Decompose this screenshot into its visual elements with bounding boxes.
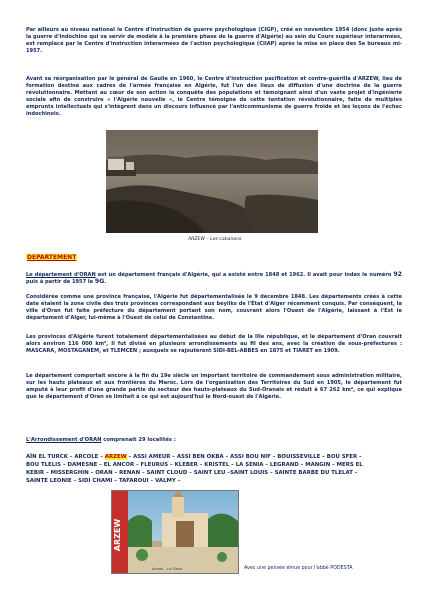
intro-paragraph-1: Par ailleurs au niveau national le Centre d'instruction de guerre psychologique (CIGP), créé en novembre 1954 (donc juste après la guerre d'Indochine qui va servir de modèle à la première phase de la guerre d'Algérie) au sein du Cours supérieur interarmées, est remplacé par le Centre d'instruction interarmées de l'action psychologique (CIIAP) après la mise en place des 5e bureaux mi-1957. xyxy=(26,27,402,54)
dept-p1-text-d: . xyxy=(104,278,107,285)
localities-list xyxy=(26,453,402,485)
postcard-side-text: ARZEW xyxy=(113,518,122,552)
arzew-postcard-photo xyxy=(111,490,239,574)
localities-line-1-a: AÏN EL TURCK – ARCOLE – xyxy=(26,454,105,460)
arrondissement-suffix: comprenait 29 localités : xyxy=(101,437,176,443)
intro-paragraph-2: Avant sa réorganisation par le général de Gaulle en 1960, le Centre d'instruction pacification et contre-guérilla d'ARZEW, lieu de formation destiné aux cadres de l'armée française en Algérie, fut l'un des lieux de diffusion d'une doctrine de la guerre révolutionnaire. Mettant au cœur de son action la conquête des populations et témoignant ainsi d'un vaste projet d'ingénierie sociale afin de construire « l'Algérie nouvelle », le Centre témoigne de cette tentation révolutionnaire, faite de multiples emprunts intellectuels qui s'intègrent dans un discours influencé par l'anticommunisme de guerre froide et les leçons de l'échec indochinois. xyxy=(26,76,402,117)
dept-paragraph-2: Considérée comme une province française, l'Algérie fut départementalisée le 9 décembre 1848. Les départements créés à cette date étaient la zone civile des trois provinces correspondant aux beyliks de l'État d'Alger récemment conquis. Par conséquent, la ville d'Oran fut faite préfecture du département portant son nom, couvrant alors l'Ouest de l'Algérie, laissant à l'Est le département d'Alger, lui-même à l'Ouest de celui de Constantine. xyxy=(26,294,402,321)
localities-line-1 xyxy=(26,453,402,461)
locality-arzew-highlight: ARZEW xyxy=(104,454,127,460)
dept-paragraph-3: Les provinces d'Algérie furent totalement départementalisées au début de la IIIe république, et le département d'Oran couvrait alors environ 116 000 km², Il fut divisé en plusieurs arrondissements au fil des ans, avec la création de sous-préfectures : MASCARA, MOSTAGANEM, et TLEMCEN ; auxquels se rajoutèrent SIDI-BEL-ABBES en 1875 et TIARET en 1909. xyxy=(26,334,402,354)
dept-p1-text-b: est un département français d'Algérie, qui a existé entre 1848 et 1962. Il avait pour index le numéro xyxy=(95,272,394,278)
arzew-cabanons-photo xyxy=(106,130,318,233)
photo-caption-podesta: Avec une pensée émue pour l'abbé PODESTA xyxy=(244,566,353,571)
localities-line-3: KEBIR – MISSERGHIN – ORAN – RENAN – SAINT CLOUD – SAINT LEU –SAINT LOUIS – SAINTE BARBE DU TLELAT – xyxy=(26,470,358,476)
section-title-departement: DEPARTEMENT xyxy=(27,254,77,261)
localities-line-2: BOU TLELIS – DAMESNE – EL ANCOR – FLEURUS – KLEBER – KRISTEL – LA SENIA – LEGRAND – MANGIN – MERS EL xyxy=(26,462,363,468)
seascape-image xyxy=(106,130,318,233)
dept-p1-text-c: puis à partir de 1957 le xyxy=(26,278,95,285)
arrondissement-heading xyxy=(26,437,176,443)
dept-paragraph-4: Le département comportait encore à la fin du 19e siècle un important territoire de commandement sous administration militaire, sur les hauts plateaux et aux frontières du Maroc. Lors de l'organisation des Territoires du Sud en 1905, le département fut amputé à leur profit d'une grande partie du secteur des hauts-plateaux du Sud-Oranais et réduit à 67 262 km², ce qui explique que le département d'Oran se limitait à ce qui est aujourd'hui le Nord-ouest de l'Algérie. xyxy=(26,373,402,400)
dept-paragraph-1 xyxy=(26,272,402,286)
dept-index-9g: 9G xyxy=(94,277,105,285)
postcard-footer-text: Arzew – La Place xyxy=(152,567,182,571)
localities-line-1-b: – ASSI AMEUR – ASSI BEN OKBA – ASSI BOU NIF – BOUISSEVILLE – BOU SFER – xyxy=(126,454,362,460)
postcard-image xyxy=(112,491,238,573)
localities-line-4: SAINTE LEONIE – SIDI CHAMI – TAFAROUI – VALMY – xyxy=(26,478,181,484)
arrondissement-label: L'Arrondissement d'ORAN xyxy=(26,437,102,443)
dept-index-92: 92 xyxy=(393,271,402,278)
dept-name: Le département d'ORAN xyxy=(26,272,96,278)
photo-caption-cabanons: ARZEW – Les cabanons xyxy=(188,237,242,242)
